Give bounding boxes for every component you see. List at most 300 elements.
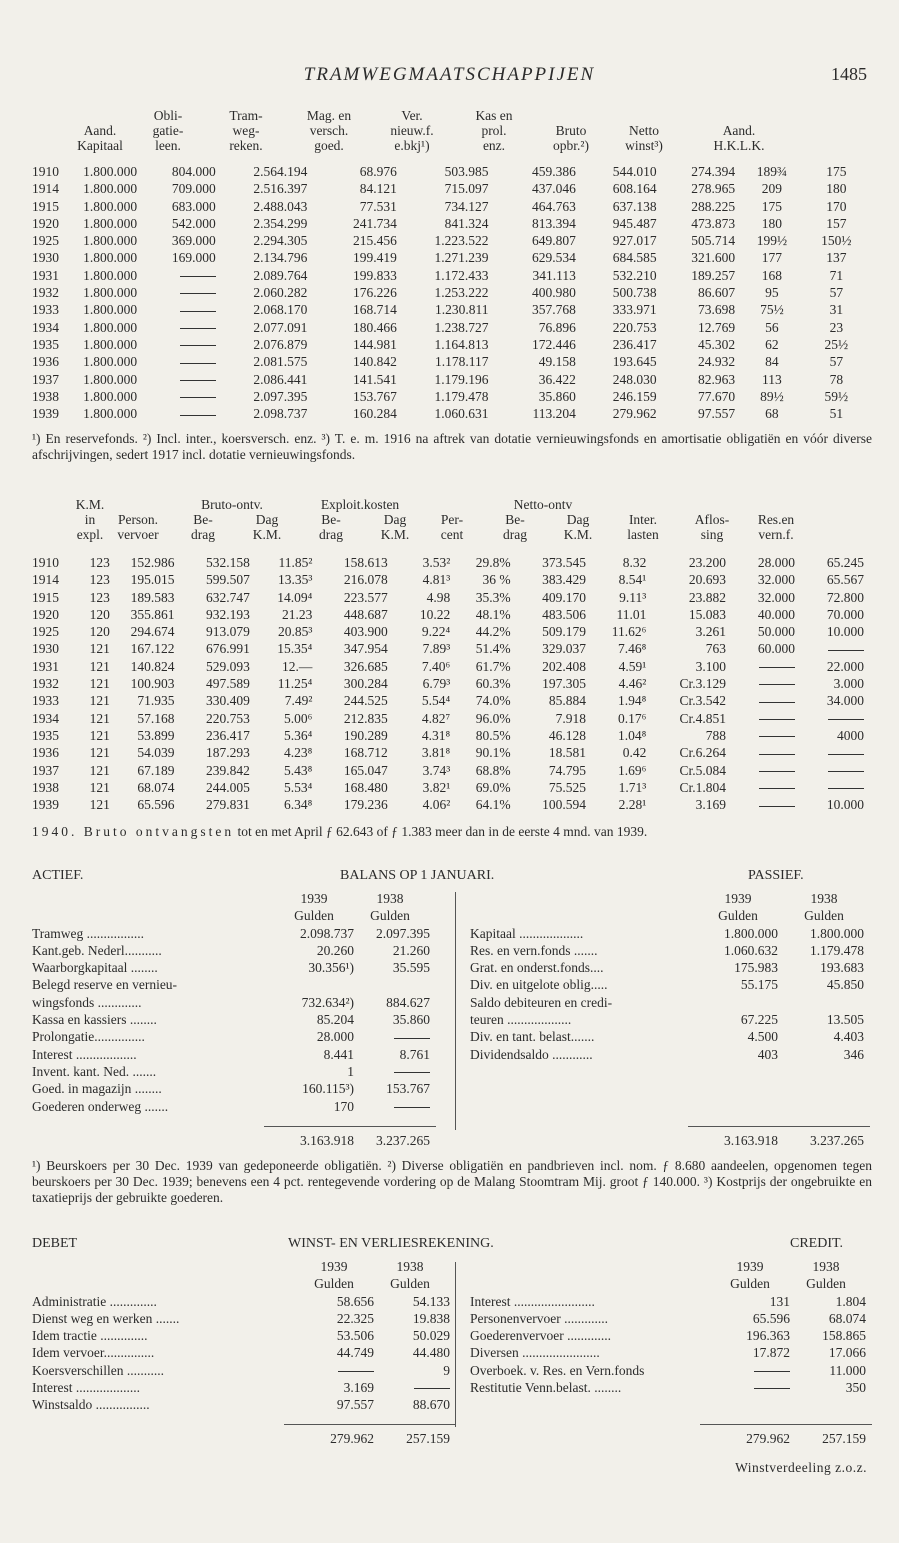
- table-cell: 68: [765, 406, 779, 422]
- table-cell: 1.172.433: [434, 267, 489, 283]
- table-cell: 1.04⁸: [617, 727, 647, 743]
- table-row: [32, 623, 868, 640]
- table-cell: 1.060.631: [434, 406, 489, 422]
- row-year: 1931: [32, 267, 59, 283]
- ledger-value: 13.505: [826, 1012, 864, 1028]
- ledger-value: [350, 1063, 430, 1080]
- table-cell: 73.698: [698, 302, 736, 318]
- table-cell: 0.42: [622, 745, 647, 761]
- ledger-total: 257.159: [822, 1431, 866, 1446]
- ledger-row: [32, 1362, 450, 1379]
- ledger-row: [32, 1293, 450, 1310]
- ledger-value: 2.098.737: [300, 925, 354, 941]
- table-cell: 274.394: [691, 164, 736, 179]
- table-cell: 10.22: [419, 606, 451, 622]
- table-cell: 113.204: [532, 406, 576, 422]
- table-cell: 89½: [760, 388, 784, 404]
- table-cell: 5.54⁴: [421, 693, 451, 709]
- table-cell: 459.386: [531, 164, 576, 179]
- total-rule: [700, 1424, 872, 1425]
- table-cell: 4.98: [426, 589, 451, 605]
- ledger-label: Idem vervoer...............: [32, 1345, 155, 1361]
- unit-label: Gulden: [314, 1276, 354, 1292]
- table-cell: 223.577: [343, 589, 388, 605]
- row-year: 1910: [32, 164, 59, 179]
- table-cell: 4.46²: [618, 676, 647, 692]
- table-cell: 90.1%: [475, 745, 511, 761]
- table-cell: 9.22⁴: [421, 624, 451, 640]
- ledger-row: [470, 1028, 868, 1045]
- table-cell: 193.645: [612, 354, 657, 370]
- header-line: in: [84, 512, 96, 527]
- table-cell: 913.079: [206, 624, 250, 640]
- header-line: drag: [191, 527, 215, 542]
- total-rule: [688, 1126, 870, 1127]
- table-cell: 637.138: [612, 198, 657, 214]
- table-cell: 3.81⁸: [421, 745, 451, 761]
- table-cell: 190.289: [343, 727, 388, 743]
- table-cell: 599.507: [206, 572, 250, 588]
- header-line: versch.: [309, 123, 349, 138]
- table-cell: 57: [829, 354, 844, 370]
- dash-mark: [754, 1371, 790, 1372]
- ledger-row: [470, 1344, 868, 1361]
- ledger-label: Interest ........................: [470, 1293, 595, 1309]
- table-cell: 56: [765, 319, 779, 335]
- table-cell: 77.531: [359, 198, 397, 214]
- table-cell: 4.82⁷: [421, 710, 451, 726]
- table-cell: 15.35⁴: [277, 641, 313, 657]
- ledger-label: Waarborgkapitaal ........: [32, 960, 158, 976]
- ledger-unit-header: [32, 907, 437, 924]
- ledger-value: 9: [443, 1362, 450, 1378]
- table-cell: 96.0%: [475, 710, 511, 726]
- ledger-year-header: [32, 1258, 437, 1275]
- ledger-label: Dienst weg en werken .......: [32, 1310, 180, 1326]
- table-cell: 473.873: [691, 215, 736, 231]
- table-cell: 177: [761, 250, 783, 266]
- dash-mark: [828, 719, 864, 720]
- table-cell: [799, 640, 868, 657]
- dash-mark: [180, 345, 216, 346]
- table-cell: 35.3%: [475, 589, 511, 605]
- balans-title: BALANS OP 1 JANUARI.: [340, 868, 495, 883]
- header-line: expl.: [76, 527, 104, 542]
- table-row: [32, 163, 868, 180]
- ledger-label: Goederenvervoer .............: [470, 1328, 611, 1344]
- header-line: Dag: [566, 512, 590, 527]
- header-line: Inter.: [628, 512, 658, 527]
- note-1940-lead: 1940. Bruto ontvangsten: [32, 824, 235, 839]
- table-cell: 20.693: [688, 572, 727, 588]
- table-cell: 120: [89, 624, 110, 640]
- table-cell: [730, 675, 799, 692]
- table-cell: 1.800.000: [83, 371, 138, 387]
- header-line: K.M.: [380, 527, 410, 542]
- row-year: 1930: [32, 250, 59, 266]
- header-line: Be-: [321, 512, 341, 527]
- table-cell: [799, 779, 868, 796]
- table-row: [32, 727, 868, 744]
- year-1939: 1939: [300, 891, 328, 906]
- table-cell: 24.932: [698, 354, 736, 370]
- table-cell: 279.962: [612, 406, 657, 422]
- row-year: 1933: [32, 302, 59, 318]
- table-cell: [141, 388, 220, 405]
- ledger-label: Goed. in magazijn ........: [32, 1081, 162, 1097]
- ledger-label: Diversen .......................: [470, 1345, 600, 1361]
- table-cell: 715.097: [444, 181, 489, 197]
- ledger-row: [32, 925, 437, 942]
- ledger-value: 4.500: [747, 1029, 778, 1045]
- ledger-label: Kassa en kassiers ........: [32, 1012, 157, 1028]
- ledger-row: [32, 959, 437, 976]
- table-cell: 7.49²: [284, 693, 313, 709]
- table-cell: 1.800.000: [83, 267, 138, 283]
- table-cell: 31: [829, 302, 844, 318]
- header-line: H.K.L.K.: [713, 138, 765, 153]
- table-cell: 763: [705, 641, 727, 657]
- dash-mark: [759, 806, 795, 807]
- table-cell: Cr.3.542: [679, 693, 727, 709]
- ledger-year-header: [470, 1258, 868, 1275]
- table-cell: 4.06²: [422, 797, 451, 813]
- row-year: 1932: [32, 676, 59, 692]
- table-cell: 813.394: [531, 215, 576, 231]
- ledger-row: [32, 942, 437, 959]
- table-cell: 68.8%: [475, 762, 511, 778]
- header-line: vervoer: [117, 527, 159, 542]
- table-row: [32, 284, 868, 301]
- table-cell: 932.193: [206, 606, 250, 622]
- ledger-value: 732.634²): [301, 994, 354, 1010]
- table-cell: 2.086.441: [253, 371, 308, 387]
- table-cell: 121: [89, 658, 110, 674]
- table-row: [32, 762, 868, 779]
- table-cell: 32.000: [757, 589, 795, 605]
- ledger-row: [32, 1379, 437, 1396]
- table-cell: 48.1%: [475, 606, 511, 622]
- dash-mark: [828, 650, 864, 651]
- table-row: [32, 267, 868, 284]
- year-1938: 1938: [812, 1259, 840, 1274]
- ledger-value: 58.656: [336, 1293, 374, 1309]
- ledger-value: 19.838: [412, 1310, 450, 1326]
- footer-note: Winstverdeeling z.o.z.: [735, 1460, 867, 1475]
- row-year: 1939: [32, 797, 59, 813]
- ledger-value: 17.872: [752, 1345, 790, 1361]
- ledger-value: 53.506: [336, 1328, 374, 1344]
- table1-col-header: [534, 108, 608, 153]
- ledger-row: [470, 1046, 868, 1063]
- header-line: Ver.: [401, 108, 423, 123]
- ledger-value: [710, 1362, 790, 1379]
- ledger-value: 196.363: [746, 1328, 790, 1344]
- ledger-value: 44.749: [336, 1345, 374, 1361]
- table-cell: 123: [89, 555, 110, 570]
- table-cell: 347.954: [343, 641, 388, 657]
- table-cell: 2.077.091: [253, 319, 308, 335]
- table-cell: 788: [705, 727, 727, 743]
- table-cell: 121: [89, 727, 110, 743]
- ledger-label: Kapitaal ...................: [470, 925, 584, 941]
- table-cell: 23: [829, 319, 844, 335]
- table-cell: 72.800: [826, 589, 864, 605]
- year-1938: 1938: [396, 1259, 424, 1274]
- ledger-value: 85.204: [316, 1012, 354, 1028]
- header-line: Be-: [505, 512, 525, 527]
- table-cell: 179.236: [343, 797, 388, 813]
- table-cell: 97.557: [698, 406, 736, 422]
- table-cell: 121: [89, 797, 110, 813]
- ledger-row: [32, 1080, 437, 1097]
- header-line: Kapitaal: [77, 138, 123, 153]
- ledger-total: 279.962: [330, 1431, 374, 1446]
- table-cell: 8.32: [622, 555, 647, 570]
- table-cell: 25½: [824, 336, 849, 352]
- ledger-label: Dividendsaldo ............: [470, 1046, 593, 1062]
- table-cell: 121: [89, 641, 110, 657]
- table-cell: 86.607: [698, 285, 736, 301]
- table-cell: 216.078: [343, 572, 388, 588]
- ledger-value: 28.000: [316, 1029, 354, 1045]
- table-cell: 409.170: [542, 589, 586, 605]
- table-cell: 2.081.575: [253, 354, 308, 370]
- ledger-value: 35.595: [392, 960, 430, 976]
- ledger-row: [32, 1046, 437, 1063]
- header-line: [744, 497, 808, 512]
- ledger-value: 35.860: [392, 1012, 430, 1028]
- table-cell: 172.446: [531, 336, 576, 352]
- table-cell: 241.734: [352, 215, 397, 231]
- ledger-value: 160.115³): [302, 1081, 354, 1097]
- unit-label: Gulden: [294, 908, 334, 924]
- table-cell: 3.74³: [422, 762, 451, 778]
- table-row: [32, 301, 868, 318]
- table-cell: 7.89³: [422, 641, 451, 657]
- table-cell: 505.714: [691, 233, 736, 249]
- table-cell: Cr.1.804: [679, 779, 727, 795]
- table-cell: 165.047: [343, 762, 388, 778]
- ledger-total: 3.237.265: [810, 1133, 864, 1148]
- header-line: Per-: [440, 512, 464, 527]
- table-cell: 11.25⁴: [277, 676, 313, 692]
- table-cell: 121: [89, 762, 110, 778]
- table-cell: 169.000: [171, 250, 216, 266]
- table-cell: 683.000: [171, 198, 216, 214]
- table-cell: Cr.3.129: [679, 676, 727, 692]
- table-row: [32, 371, 868, 388]
- ledger-unit-header: [32, 1275, 437, 1292]
- table-cell: 1.230.811: [435, 302, 489, 318]
- table2-col-header: [108, 497, 168, 542]
- table-cell: 629.534: [531, 250, 576, 266]
- table-cell: 121: [89, 693, 110, 709]
- table-cell: [141, 301, 220, 318]
- actief-label: ACTIEF.: [32, 868, 84, 883]
- table-cell: 180: [761, 215, 783, 231]
- ledger-row: [470, 1362, 868, 1379]
- table-cell: 53.899: [137, 727, 175, 743]
- table-row: [32, 249, 868, 266]
- header-line: drag: [319, 527, 343, 542]
- ledger-value: 65.596: [752, 1310, 790, 1326]
- ledger-label: Tramweg .................: [32, 925, 145, 941]
- header-line: Obli-: [153, 108, 183, 123]
- dash-mark: [759, 754, 795, 755]
- table-cell: 202.408: [542, 658, 586, 674]
- ledger-value: [294, 1362, 374, 1379]
- table2: [32, 554, 868, 813]
- table-cell: 2.068.170: [253, 302, 308, 318]
- table-cell: 288.225: [691, 198, 736, 214]
- table-cell: 503.985: [444, 164, 489, 179]
- header-line: vern.f.: [758, 527, 794, 542]
- table-cell: 170: [826, 198, 847, 214]
- table-cell: 403.900: [343, 624, 388, 640]
- table-cell: 113: [762, 371, 782, 387]
- table-cell: 500.738: [612, 285, 657, 301]
- note-1940-text: tot en met April ƒ 62.643 of ƒ 1.383 meer dan in de eerste 4 mnd. van 1939.: [237, 824, 648, 839]
- balans-note: ¹) Beurskoers per 30 Dec. 1939 van gedeponeerde obligatiën. ²) Diverse obligatiën en pandbrieven incl. nom. ƒ 8.680 aandeelen, opgenomen tegen beurskoers per 30 Dec. 1939; benevens een 4 pct. rentegevende vordering op de Malang Stoomtram Mij. groot ƒ 140.000. ³) Kostprijs der ongebruikte en taxatieprijs der gebruikte goederen.: [32, 1158, 872, 1205]
- ledger-total: 3.163.918: [724, 1133, 778, 1148]
- table-cell: [141, 353, 220, 370]
- table-cell: 1.800.000: [83, 181, 138, 197]
- table-cell: 18.581: [548, 745, 586, 761]
- table-cell: 248.030: [612, 371, 657, 387]
- table-cell: 187.293: [206, 745, 250, 761]
- table-cell: 1.800.000: [83, 285, 138, 301]
- table-cell: 57.168: [137, 710, 175, 726]
- ledger-value: 17.066: [828, 1345, 866, 1361]
- ledger-value: [350, 1028, 430, 1045]
- table-cell: 21.23: [282, 606, 313, 622]
- table-cell: 168: [761, 267, 783, 283]
- table-cell: 1.800.000: [83, 250, 138, 266]
- table-cell: 80.5%: [475, 727, 511, 743]
- ledger-row: [470, 994, 868, 1011]
- ledger-row: [32, 994, 437, 1011]
- table1: [32, 163, 868, 422]
- dash-mark: [759, 719, 795, 720]
- header-line: [68, 108, 132, 123]
- total-rule: [284, 1424, 456, 1425]
- table-row: [32, 692, 868, 709]
- row-year: 1910: [32, 555, 59, 570]
- ledger-value: 8.761: [399, 1046, 430, 1062]
- ledger-value: [370, 1379, 450, 1396]
- table-cell: 649.807: [531, 233, 576, 249]
- table-cell: 199.419: [352, 250, 397, 266]
- row-year: 1935: [32, 336, 59, 352]
- table2-col-header: [606, 497, 680, 542]
- dash-mark: [759, 736, 795, 737]
- table-cell: 448.687: [343, 606, 388, 622]
- table-cell: 4.59¹: [618, 658, 647, 674]
- table-cell: 1.800.000: [83, 302, 138, 318]
- ledger-row: [470, 925, 868, 942]
- ledger-value: 97.557: [336, 1397, 374, 1413]
- row-year: 1914: [32, 181, 59, 197]
- row-year: 1931: [32, 658, 59, 674]
- header-line: leen.: [155, 138, 181, 153]
- ledger-value: 88.670: [412, 1397, 450, 1413]
- ledger-label: Goederen onderweg .......: [32, 1098, 169, 1114]
- table2-col-header: [744, 497, 808, 542]
- table-cell: 927.017: [612, 233, 657, 249]
- dash-mark: [759, 667, 795, 668]
- table-cell: 70.000: [826, 606, 864, 622]
- header-line: prol.: [481, 123, 507, 138]
- table-cell: 544.010: [612, 164, 657, 179]
- header-line: [608, 108, 680, 123]
- dash-mark: [180, 415, 216, 416]
- table-cell: 84.121: [359, 181, 397, 197]
- table-cell: 180: [826, 181, 847, 197]
- ledger-unit-header: [470, 907, 868, 924]
- table2-col-header: [680, 497, 744, 542]
- table-cell: 2.28¹: [618, 797, 647, 813]
- table-cell: 11.62⁶: [611, 624, 647, 640]
- ledger-label: Div. en uitgelote oblig.....: [470, 977, 608, 993]
- header-line: Mag. en: [306, 108, 352, 123]
- table-cell: 15.083: [688, 606, 727, 622]
- table-cell: 278.965: [691, 181, 736, 197]
- ledger-value: 67.225: [740, 1012, 778, 1028]
- row-year: 1934: [32, 710, 59, 726]
- ledger-value: 4.403: [833, 1029, 864, 1045]
- header-line: Dag: [255, 512, 279, 527]
- ledger-total-row: [32, 1430, 450, 1447]
- table-cell: 74.795: [548, 762, 586, 778]
- table-cell: 1.800.000: [83, 319, 138, 335]
- table-cell: 95: [765, 285, 779, 301]
- ledger-value: 1.179.478: [810, 942, 864, 958]
- row-year: 1938: [32, 388, 59, 404]
- table-cell: [730, 744, 799, 761]
- table-cell: 2.089.764: [253, 267, 308, 283]
- table-cell: 2.134.796: [253, 250, 308, 266]
- table-cell: 59½: [824, 388, 849, 404]
- header-line: Aflos-: [694, 512, 730, 527]
- table-cell: 2.516.397: [253, 181, 308, 197]
- table-cell: Cr.6.264: [679, 745, 727, 761]
- ledger-label: Restitutie Venn.belast. ........: [470, 1380, 622, 1396]
- ledger-row: [470, 1011, 868, 1028]
- table-cell: 22.000: [826, 658, 864, 674]
- table-cell: [141, 371, 220, 388]
- dash-mark: [759, 771, 795, 772]
- header-line: Aand.: [722, 123, 756, 138]
- dash-mark: [180, 311, 216, 312]
- dash-mark: [759, 788, 795, 789]
- ledger-row: [32, 1327, 450, 1344]
- dash-mark: [180, 380, 216, 381]
- table-cell: 123: [89, 572, 110, 588]
- table-cell: 279.831: [206, 797, 250, 813]
- ledger-value: 45.850: [826, 977, 864, 993]
- ledger-row: [470, 942, 868, 959]
- unit-label: Gulden: [804, 908, 844, 924]
- table-cell: 65.567: [826, 572, 864, 588]
- table-cell: 67.189: [137, 762, 175, 778]
- dash-mark: [759, 702, 795, 703]
- table-cell: 68.976: [359, 164, 397, 179]
- table-cell: 2.564.194: [253, 164, 308, 179]
- table-cell: 3.82¹: [422, 779, 451, 795]
- table1-col-header: [680, 108, 798, 153]
- table-cell: 5.53⁴: [284, 779, 313, 795]
